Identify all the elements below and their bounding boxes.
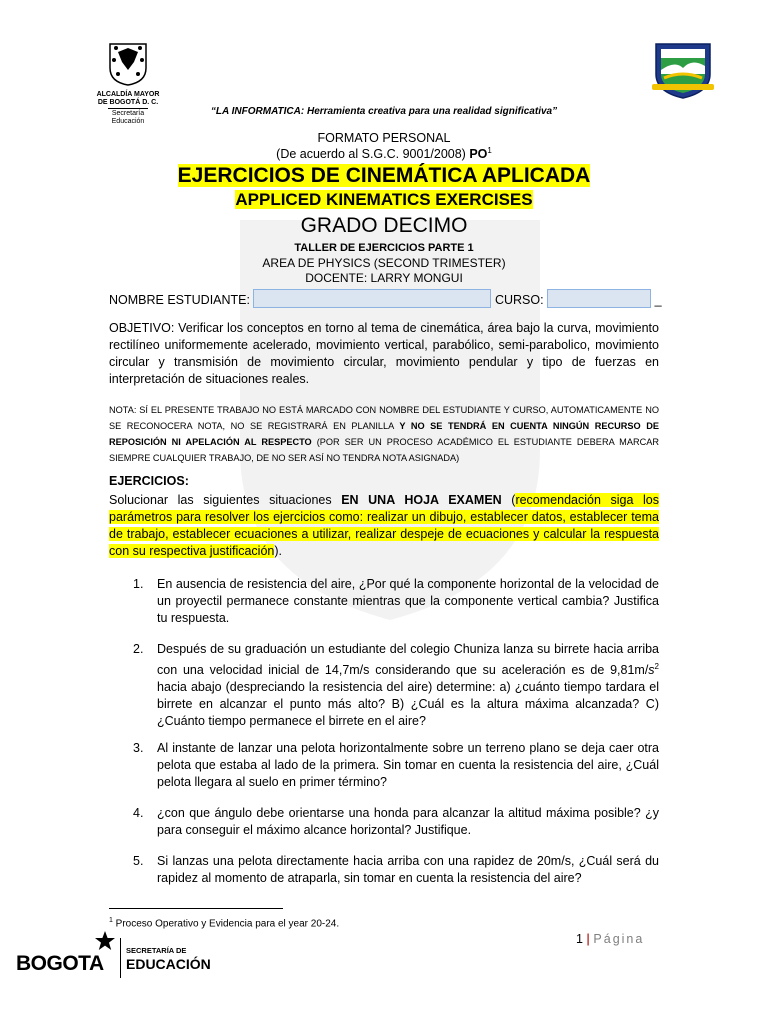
question-text: Al instante de lanzar una pelota horizontalmente sobre un terreno plano se deja caer otra pelota que estaba al lado de la primera. Sin tomar en cuenta la resistencia del aire, ¿Cuál pelota llegara al suelo en primer término? bbox=[157, 741, 659, 789]
note-part1: NOTA: SÍ EL PRESENTE TRABAJO NO ESTÁ MARCADO CON NOMBRE DEL ESTUDIANTE Y CURSO, AUTOMATICAMENTE NO SE RECONOCERA NOTA, NO SE REGISTRARÁ EN PLANILLA bbox=[109, 405, 659, 431]
q2-unit-s: s bbox=[648, 663, 655, 678]
footnote-marker: 1 bbox=[109, 917, 113, 924]
course-field[interactable] bbox=[547, 289, 651, 308]
footer-logo bbox=[14, 930, 214, 980]
note-part3: (POR SER UN PROCESO ACADÉMICO EL ESTUDIANTE DEBERA MARCAR SIEMPRE CUALQUIER TRABAJO, DE NO SER ASÍ NO TENDRA NOTA ASIGNADA) bbox=[109, 437, 659, 463]
workshop-title: TALLER DE EJERCICIOS PARTE 1 bbox=[294, 242, 474, 254]
grade-title: GRADO DECIMO bbox=[300, 214, 468, 237]
acuerdo-line bbox=[0, 146, 768, 161]
question-text: ¿con que ángulo debe orientarse una honda para alcanzar la altitud máxima posible? ¿y para conseguir el máximo alcance horizontal? Justifique. bbox=[157, 806, 659, 837]
main-title-text: EJERCICIOS DE CINEMÁTICA APLICADA bbox=[177, 164, 591, 187]
teacher-label: DOCENTE: LARRY MONGUI bbox=[305, 271, 463, 285]
main-title bbox=[0, 164, 768, 188]
question-number: 1. bbox=[133, 577, 144, 591]
exercises-intro bbox=[109, 492, 659, 560]
area-label: AREA DE PHYSICS (SECOND TRIMESTER) bbox=[262, 256, 506, 270]
question-text: En ausencia de resistencia del aire, ¿Por qué la componente horizontal de la velocidad de un proyectil permanece constante mientras que la componente vertical cambia? Justifica tu respuesta. bbox=[157, 577, 659, 625]
intro-bold: EN UNA HOJA EXAMEN bbox=[341, 493, 502, 507]
question-number: 2. bbox=[133, 642, 144, 656]
star-icon bbox=[94, 930, 116, 952]
sub-title-text: APPLICED KINEMATICS EXERCISES bbox=[235, 190, 533, 209]
footnote bbox=[109, 917, 339, 929]
secretaria-line1: Secretaría bbox=[111, 110, 145, 117]
acuerdo-code: PO bbox=[469, 147, 488, 162]
objective-paragraph: OBJETIVO: Verificar los conceptos en torno al tema de cinemática, área bajo la curva, movimiento rectilíneo uniformemente acelerado, movimiento vertical, parabólico, semi-parabolico, movimiento circular y transmisión de movimiento circular, movimiento pendular y tipo de fuerzas en interpretación de situaciones reales. bbox=[109, 321, 659, 386]
course-label: CURSO: bbox=[494, 293, 544, 307]
footer-city: BOGOTA bbox=[16, 952, 104, 975]
formato-label: FORMATO PERSONAL bbox=[317, 131, 451, 145]
intro-text-1: Solucionar las siguientes situaciones bbox=[109, 493, 342, 507]
footer-divider bbox=[120, 938, 121, 978]
sub-title bbox=[0, 190, 768, 210]
school-shield-icon bbox=[650, 40, 716, 100]
exercises-title: EJERCICIOS: bbox=[109, 474, 189, 488]
secretaria-line2: Educación bbox=[111, 118, 145, 125]
intro-text-3: ). bbox=[274, 544, 282, 558]
question-text bbox=[157, 641, 659, 730]
school-motto: “LA INFORMATICA: Herramienta creativa para una realidad significativa” bbox=[210, 106, 558, 117]
page-number bbox=[576, 932, 644, 946]
course-trailing: _ bbox=[654, 293, 662, 307]
acuerdo-text: (De acuerdo al S.G.C. 9001/2008) bbox=[276, 147, 470, 162]
question-text: Si lanzas una pelota directamente hacia arriba con una rapidez de 20m/s, ¿Cuál será du rapidez al momento de atraparla, sin tomar en cuenta la resistencia del aire? bbox=[157, 854, 659, 885]
question-number: 4. bbox=[133, 806, 144, 820]
intro-text-2: ( bbox=[501, 493, 516, 507]
student-name-label: NOMBRE ESTUDIANTE: bbox=[109, 293, 250, 307]
q2-exponent: 2 bbox=[654, 662, 659, 671]
alcaldia-line2: DE BOGOTÁ D. C. bbox=[97, 99, 159, 106]
alcaldia-line1: ALCALDÍA MAYOR bbox=[96, 91, 160, 98]
page-separator: | bbox=[582, 932, 594, 946]
footnote-text: Proceso Operativo y Evidencia para el year 20-24. bbox=[112, 918, 340, 930]
question-number: 5. bbox=[133, 854, 144, 868]
intro-highlight: recomendación siga los parámetros para resolver los ejercicios como: realizar un dibujo, establecer datos, establecer tema de trabajo, establecer ecuaciones a utilizar, realizar despeje de ecuaciones y calcular la respuesta con su respectiva justificación bbox=[109, 493, 659, 558]
note-part2: Y NO SE TENDRÁ EN CUENTA NINGÚN RECURSO DE REPOSICIÓN NI APELACIÓN AL RESPECTO bbox=[109, 421, 659, 447]
page-number-value: 1 bbox=[576, 932, 583, 946]
footnote-separator bbox=[109, 908, 283, 909]
student-info-row bbox=[109, 289, 662, 308]
footer-line1: SECRETARÍA DE bbox=[126, 946, 187, 955]
student-name-field[interactable] bbox=[253, 289, 491, 308]
bogota-coat-of-arms-icon bbox=[78, 40, 178, 86]
page-label: Página bbox=[593, 932, 645, 946]
question-number: 3. bbox=[133, 741, 144, 755]
note-paragraph bbox=[109, 402, 659, 466]
q2-text-a: Después de su graduación un estudiante del colegio Chuniza lanza su birrete hacia arriba con una velocidad inicial de 14,7m/s considerando que su aceleración es de 9,81m/ bbox=[157, 642, 659, 678]
q2-text-b: hacia abajo (despreciando la resistencia del aire) determine: a) ¿cuánto tiempo tardara el birrete en alcanzar el punto más alto? B) ¿Cuál es la altura máxima alcanzada? C) ¿Cuánto tiempo permanece el birrete en el aire? bbox=[157, 680, 659, 729]
footnote-ref: 1 bbox=[487, 146, 492, 155]
footer-line2: EDUCACIÓN bbox=[126, 956, 211, 972]
